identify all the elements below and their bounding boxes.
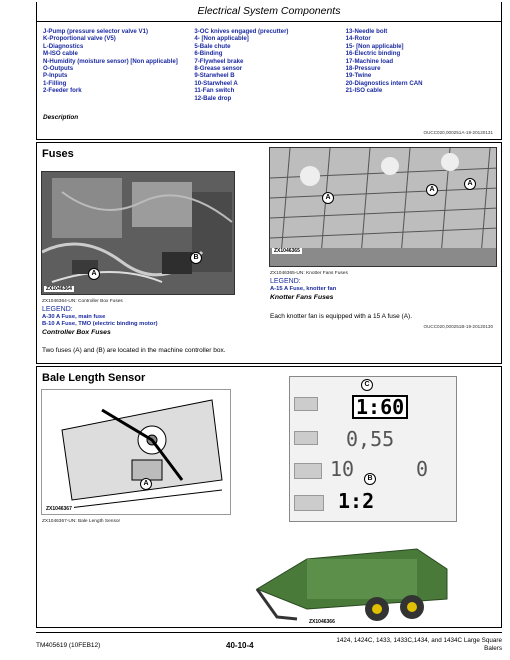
body-text: Each knotter fan is equipped with a 15 A fuse (A). bbox=[270, 313, 413, 320]
list-item: 1-Filling bbox=[43, 79, 67, 87]
baler-photo bbox=[247, 529, 457, 625]
photo-id: ZX1046365 bbox=[274, 248, 300, 254]
list-item: 17-Machine load bbox=[345, 57, 394, 65]
list-item: 19-Twine bbox=[345, 72, 372, 80]
list-item: 3-OC knives engaged (precutter) bbox=[194, 28, 289, 35]
photo-label: ZX1046364-UN: Controller Box Fuses bbox=[42, 299, 123, 304]
list-item: 4- [Non applicable] bbox=[194, 35, 249, 43]
components-section bbox=[36, 22, 502, 140]
photo-label: ZX1046367-UN: Bale Length Sensor bbox=[42, 519, 121, 524]
callout-c: C bbox=[361, 379, 373, 391]
legend-item: A-30 A Fuse, main fuse bbox=[42, 314, 106, 320]
bale-count: 10 bbox=[330, 457, 355, 481]
baler-image bbox=[247, 529, 457, 625]
footer-models: 1424, 1424C, 1433, 1433C,1434, and 1434C Large Square Balers bbox=[336, 637, 502, 652]
list-item: 5-Bale chute bbox=[194, 42, 231, 50]
callout-a: A bbox=[426, 184, 438, 196]
bale-icon bbox=[294, 431, 318, 445]
photo-id: ZX1046367 bbox=[46, 506, 72, 512]
bale-sensor-drawing bbox=[41, 389, 231, 515]
list-item: 11-Fan switch bbox=[194, 87, 235, 95]
bale-icon bbox=[294, 397, 318, 411]
bale-length-title: Bale Length Sensor bbox=[42, 372, 146, 384]
fuses-section bbox=[36, 142, 502, 364]
list-item: 9-Starwheel B bbox=[194, 72, 235, 80]
bale-drop-icon bbox=[294, 495, 324, 511]
bale-stack-icon bbox=[294, 463, 322, 479]
bale-length-ratio: 1:60 bbox=[352, 395, 408, 419]
components-col1 bbox=[43, 28, 194, 102]
list-item: 15- [Non applicable] bbox=[345, 42, 404, 50]
legend-item: A-15 A Fuse, knotter fan bbox=[270, 286, 337, 292]
callout-a: A bbox=[322, 192, 334, 204]
bale-ratio-2: 1:2 bbox=[338, 489, 375, 513]
bale-sensor-image bbox=[42, 390, 231, 515]
list-item: 13-Needle bolt bbox=[345, 28, 388, 35]
reference-code: OUCC020,000251B-19-20120130 bbox=[423, 324, 493, 329]
monitor-display bbox=[289, 376, 457, 522]
list-item: 20-Diagnostics intern CAN bbox=[345, 79, 423, 87]
bale-length-section bbox=[36, 366, 502, 628]
list-item: O-Outputs bbox=[43, 65, 74, 73]
components-list bbox=[43, 28, 497, 102]
list-item: M-ISO cable bbox=[43, 50, 78, 58]
list-item: 6-Binding bbox=[194, 50, 223, 58]
list-item: 21-ISO cable bbox=[345, 87, 383, 95]
figure-caption: Knotter Fans Fuses bbox=[270, 294, 334, 301]
callout-a: A bbox=[88, 268, 100, 280]
list-item: 7-Flywheel brake bbox=[194, 57, 244, 65]
list-item: 12-Bale drop bbox=[194, 94, 232, 102]
zero-indicator: 0 bbox=[416, 457, 429, 481]
list-item: 10-Starwheel A bbox=[194, 79, 238, 87]
list-item: 16-Electric binding bbox=[345, 50, 401, 58]
footer-doc-id: TM405619 (10FEB12) bbox=[36, 642, 101, 649]
legend-title: LEGEND: bbox=[42, 306, 73, 313]
controller-box-image bbox=[42, 172, 235, 295]
components-col3 bbox=[346, 28, 497, 102]
photo-label: ZX1046365-UN: Knotter Fans Fuses bbox=[270, 271, 348, 276]
section-header: Electrical System Components bbox=[36, 2, 502, 22]
reference-code: OUCC020,000251A-19-20120131 bbox=[423, 130, 493, 135]
figure-caption: Controller Box Fuses bbox=[42, 329, 111, 336]
list-item: 2-Feeder fork bbox=[43, 87, 82, 95]
callout-b: B bbox=[190, 252, 202, 264]
photo-id: ZX1046366 bbox=[309, 619, 335, 625]
legend-title: LEGEND: bbox=[270, 278, 301, 285]
callout-a: A bbox=[140, 478, 152, 490]
list-item: 18-Pressure bbox=[345, 65, 381, 73]
body-text: Two fuses (A) and (B) are located in the machine controller box. bbox=[42, 347, 226, 354]
legend-item: B-10 A Fuse, TMO (electric binding motor) bbox=[42, 321, 158, 327]
page-footer bbox=[36, 632, 502, 652]
list-item: 8-Grease sensor bbox=[194, 65, 243, 73]
photo-id: ZX1046364 bbox=[46, 286, 72, 292]
list-item: N-Humidity (moisture sensor) [Non applicable] bbox=[43, 57, 178, 65]
list-item: 14-Rotor bbox=[345, 35, 371, 43]
list-item: L-Diagnostics bbox=[43, 42, 84, 50]
list-item: J-Pump (pressure selector valve V1) bbox=[43, 28, 148, 35]
controller-box-photo bbox=[41, 171, 235, 295]
callout-a: A bbox=[464, 178, 476, 190]
knotter-fans-image bbox=[270, 148, 497, 267]
list-item: K-Proportional valve (V5) bbox=[43, 35, 116, 43]
callout-b: B bbox=[364, 473, 376, 485]
footer-page-number: 40-10-4 bbox=[226, 641, 254, 650]
bale-length-value: 0,55 bbox=[346, 427, 395, 451]
knotter-fans-photo bbox=[269, 147, 497, 267]
description-caption: Description bbox=[43, 114, 79, 121]
components-col2 bbox=[194, 28, 345, 102]
list-item: P-Inputs bbox=[43, 72, 68, 80]
fuses-title: Fuses bbox=[42, 148, 74, 160]
